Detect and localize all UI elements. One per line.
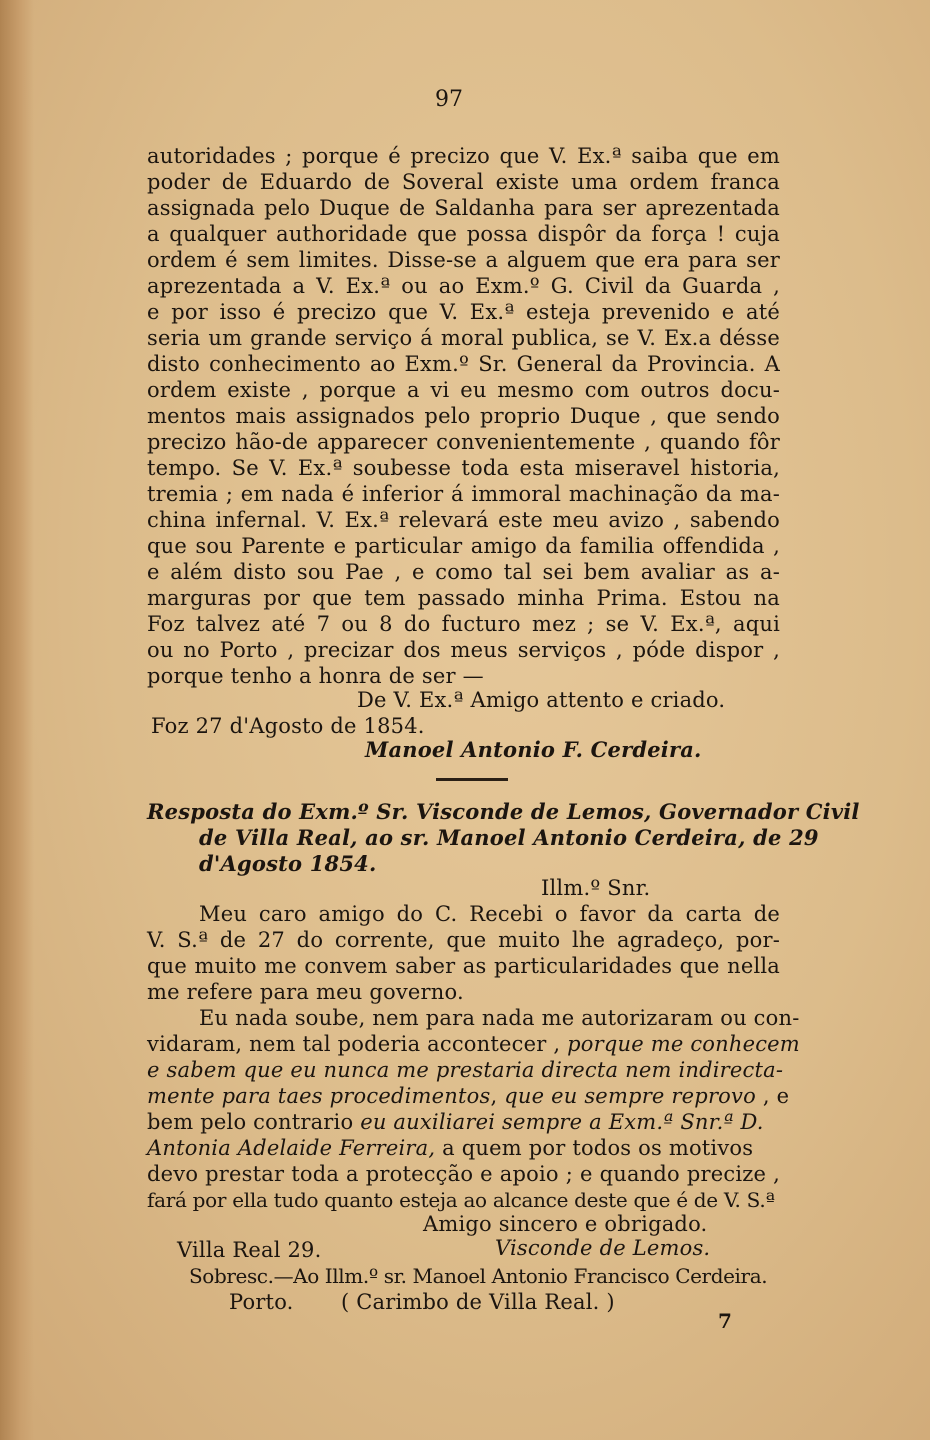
letter-line: a qualquer authoridade que possa dispôr da força ! cuja (147, 222, 780, 246)
letter-line: e além disto sou Pae , e como tal sei bem avaliar as a- (147, 560, 780, 584)
letter-line: que sou Parente e particular amigo da familia offendida , (147, 534, 780, 558)
reply-italic-text: Antonia Adelaide Ferreira, (147, 1136, 436, 1160)
reply-line (147, 1109, 780, 1135)
reply-italic-text: porque me conhecem (567, 1032, 800, 1056)
reply-salutation: Illm.º Snr. (541, 876, 651, 900)
reply-line: que muito me convem saber as particularidades que nella (147, 954, 780, 978)
letter-line: autoridades ; porque é precizo que V. Ex.ª saiba que em (147, 144, 780, 168)
reply-line (147, 1031, 800, 1057)
reply-text: , (490, 1084, 498, 1108)
reply-line: fará por ella tudo quanto esteja ao alcance deste que é de V. S.ª (147, 1188, 775, 1212)
letter-line: marguras por que tem passado minha Prima. Estou na (147, 586, 780, 610)
reply-heading-line: Resposta do Exm.º Sr. Visconde de Lemos, Governador Civil (147, 799, 860, 824)
letter-line: precizo hão-de apparecer convenientemente , quando fôr (147, 430, 780, 454)
reply-place-date: Villa Real 29. (177, 1238, 322, 1262)
reply-italic-text: que eu sempre reprovo (504, 1084, 756, 1108)
letter-line: tremia ; em nada é inferior á immoral machinação da ma- (147, 482, 780, 506)
reply-heading-line: d'Agosto 1854. (199, 851, 377, 876)
reply-superscription: Sobresc.—Ao Illm.º sr. Manoel Antonio Francisco Cerdeira. (189, 1264, 768, 1288)
reply-line: e sabem que eu nunca me prestaria directa nem indirecta- (147, 1058, 784, 1082)
reply-line (147, 1135, 780, 1161)
section-divider (436, 778, 508, 781)
letter-line: ordem é sem limites. Disse-se a alguem que era para ser (147, 248, 780, 272)
letter-line: ordem existe , porque a vi eu mesmo com outros docu- (147, 378, 780, 402)
letter-line: Foz talvez até 7 ou 8 do fucturo mez ; se V. Ex.ª, aqui (147, 612, 780, 636)
letter-line: china infernal. V. Ex.ª relevará este meu avizo , sabendo (147, 508, 780, 532)
reply-text: bem pelo contrario (147, 1110, 354, 1134)
reply-city: Porto. (229, 1290, 294, 1314)
reply-stamp-note: ( Carimbo de Villa Real. ) (341, 1290, 615, 1314)
reply-line: V. S.ª de 27 do corrente, que muito lhe agradeço, por- (147, 928, 780, 952)
reply-line: devo prestar toda a protecção e apoio ; e quando precize , (147, 1162, 780, 1186)
letter-signature: Manoel Antonio F. Cerdeira. (365, 737, 702, 762)
reply-line: Meu caro amigo do C. Recebi o favor da carta de (199, 902, 780, 926)
letter-line: aprezentada a V. Ex.ª ou ao Exm.º G. Civil da Guarda , (147, 274, 780, 298)
reply-text: , e (762, 1084, 790, 1108)
reply-text: a quem por todos os motivos (442, 1136, 754, 1160)
signature-mark: 7 (718, 1309, 732, 1333)
letter-closing: De V. Ex.ª Amigo attento e criado. (357, 688, 726, 712)
page-edge-shadow (0, 0, 34, 1440)
reply-line (147, 1083, 790, 1109)
letter-line: e por isso é precizo que V. Ex.ª esteja prevenido e até (147, 300, 780, 324)
reply-signature: Visconde de Lemos. (495, 1236, 711, 1260)
page-number: 97 (435, 87, 463, 112)
reply-italic-text: eu auxiliarei sempre a Exm.ª Snr.ª D. (360, 1110, 764, 1134)
letter-line: assignada pelo Duque de Saldanha para ser aprezentada (147, 196, 780, 220)
reply-italic-text: mente para taes procedimentos (147, 1084, 491, 1108)
reply-text: vidaram, nem tal poderia accontecer , (147, 1032, 561, 1056)
letter-last-line: porque tenho a honra de ser — (147, 664, 484, 688)
reply-line: me refere para meu governo. (147, 980, 464, 1004)
reply-line: Eu nada soube, nem para nada me autorizaram ou con- (199, 1006, 800, 1030)
letter-line: mentos mais assignados pelo proprio Duque , que sendo (147, 404, 780, 428)
letter-line: seria um grande serviço á moral publica, se V. Ex.a désse (147, 326, 780, 350)
reply-closing: Amigo sincero e obrigado. (423, 1212, 708, 1236)
letter-line: ou no Porto , precizar dos meus serviços , póde dispor , (147, 638, 780, 662)
letter-line: tempo. Se V. Ex.ª soubesse toda esta miseravel historia, (147, 456, 780, 480)
letter-date: Foz 27 d'Agosto de 1854. (151, 714, 425, 738)
letter-line: poder de Eduardo de Soveral existe uma ordem franca (147, 170, 780, 194)
reply-heading-line: de Villa Real, ao sr. Manoel Antonio Cerdeira, de 29 (199, 825, 819, 850)
letter-line: disto conhecimento ao Exm.º Sr. General da Provincia. A (147, 352, 780, 376)
